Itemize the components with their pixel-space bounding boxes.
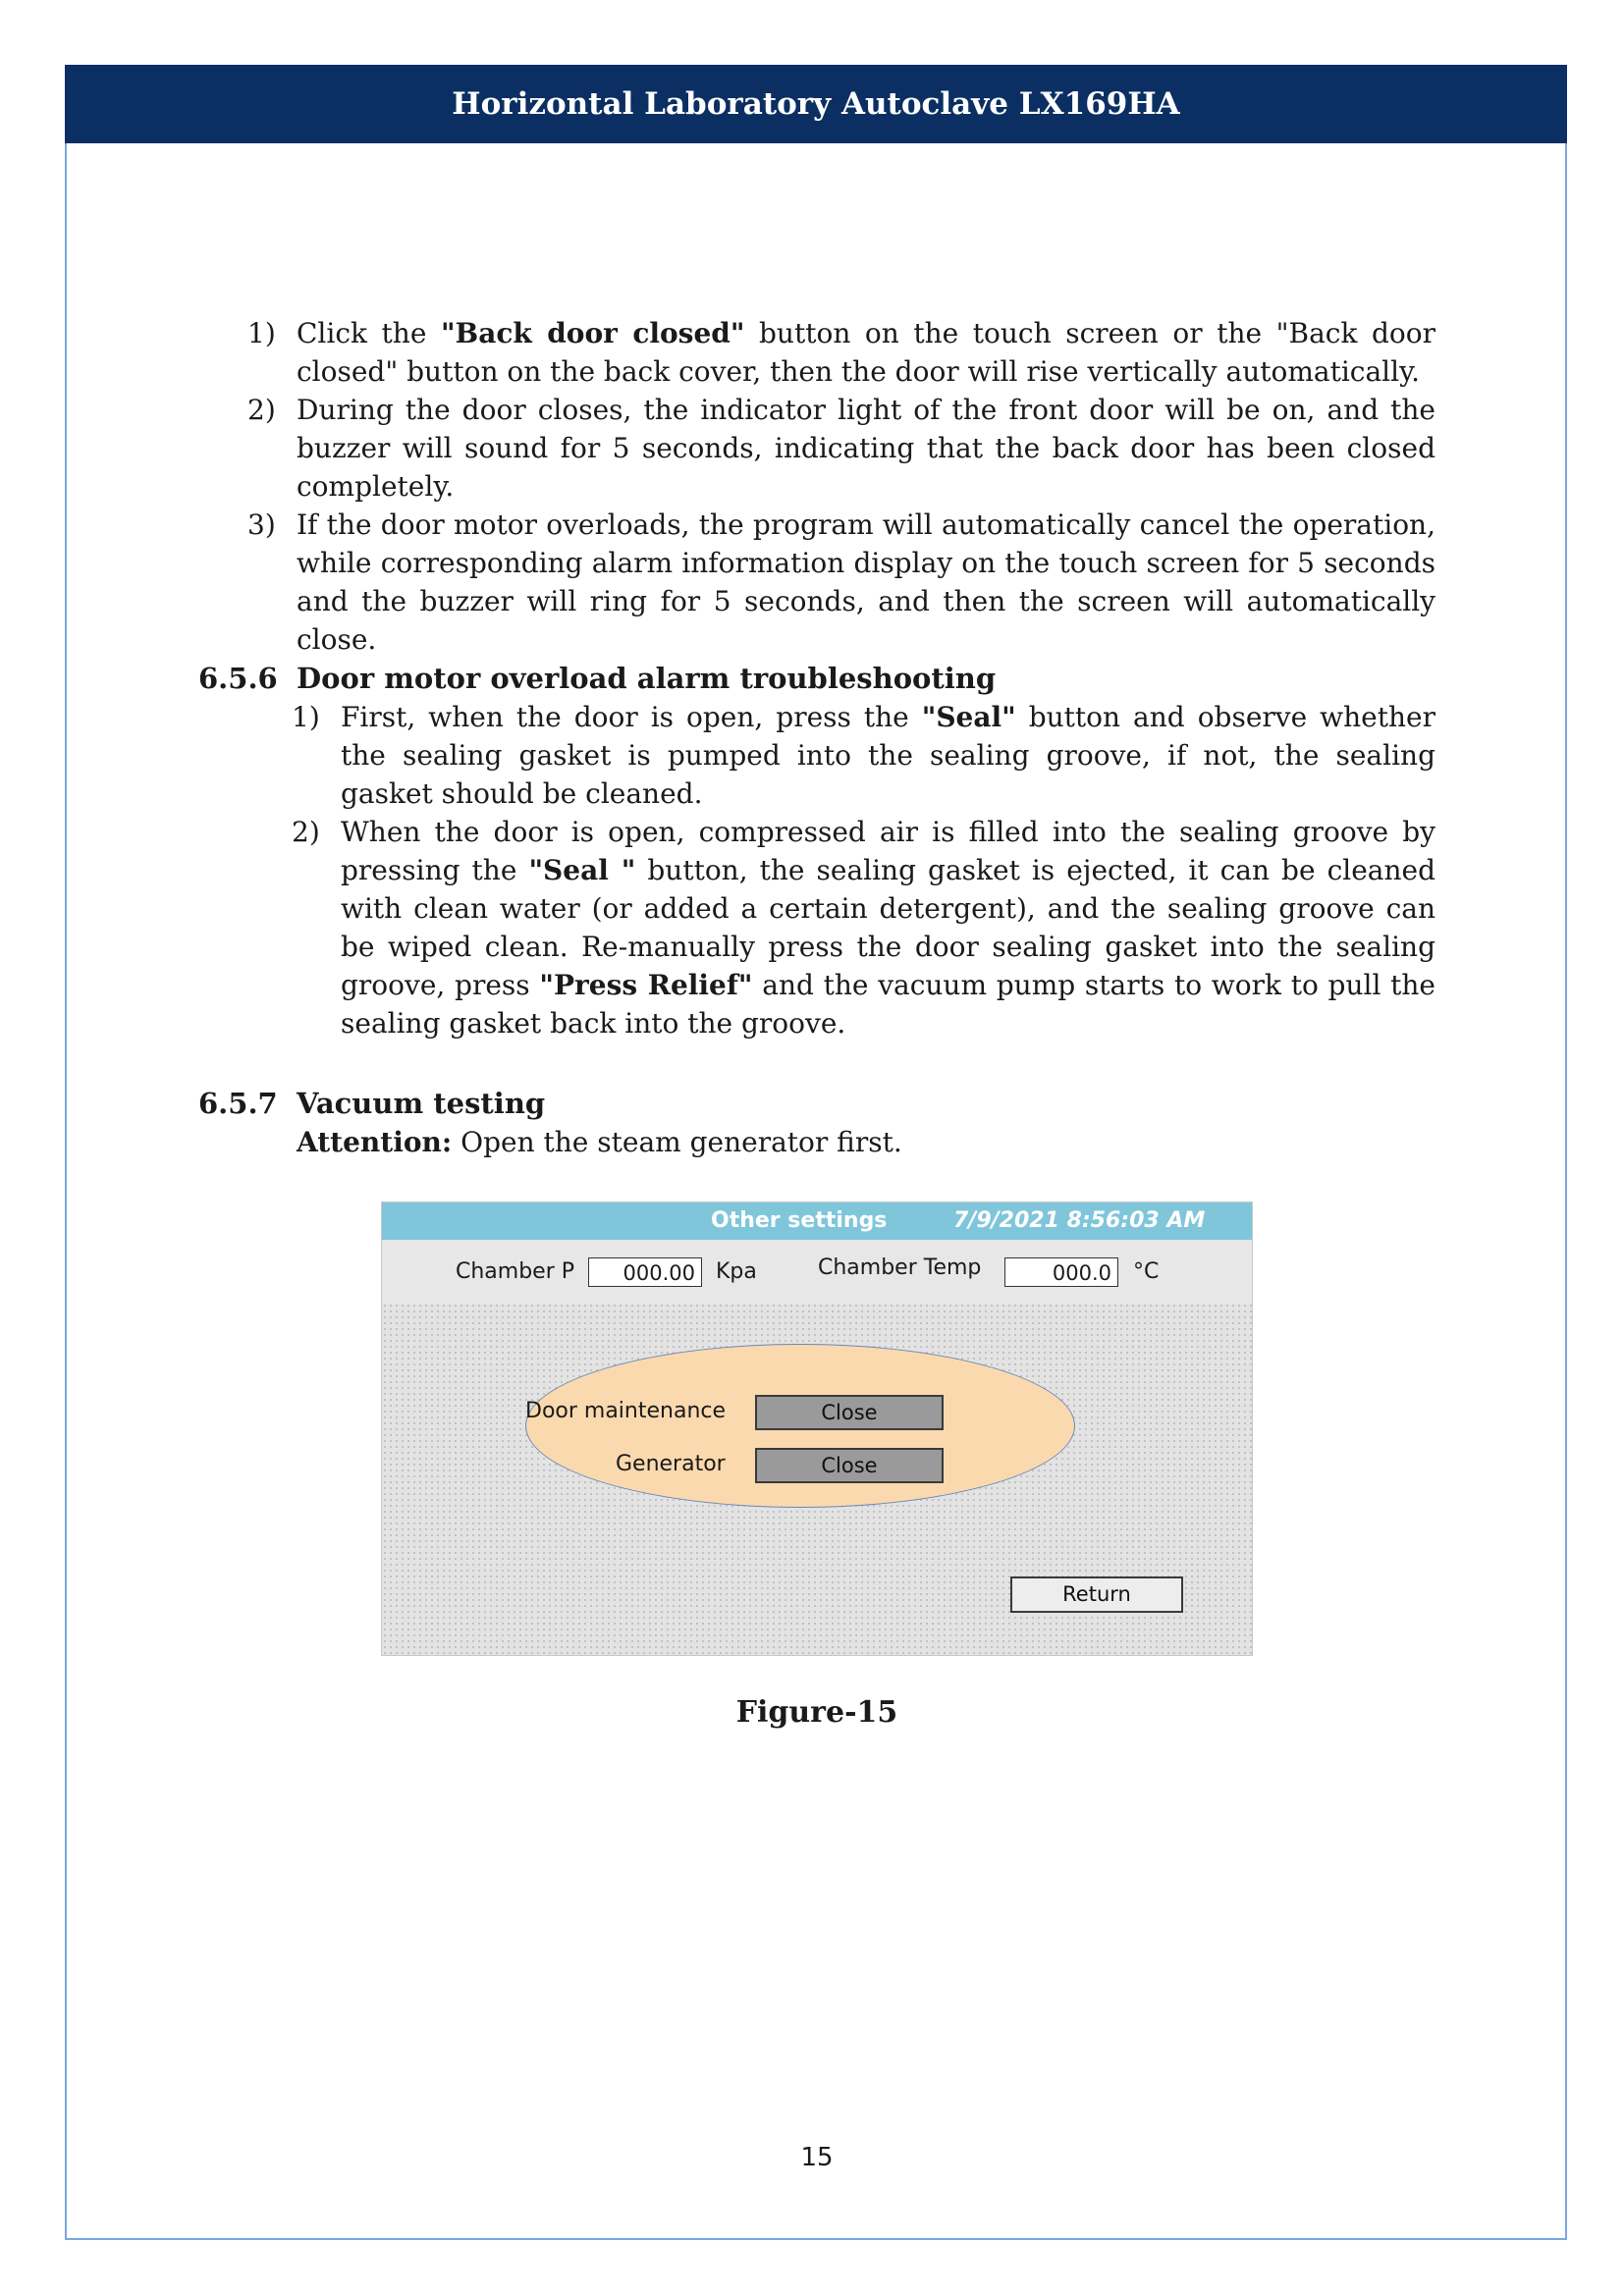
section-heading: Door motor overload alarm troubleshooting [297, 662, 997, 695]
door-maintenance-label: Door maintenance [525, 1399, 727, 1423]
figure-caption: Figure-15 [735, 1695, 898, 1730]
chamber-p-label: Chamber P [456, 1259, 575, 1284]
section-number: 6.5.6 [198, 662, 278, 695]
list-number: 1) [292, 701, 320, 733]
hmi-title-bar [382, 1202, 1252, 1240]
hmi-readout-row [382, 1240, 1252, 1305]
section-heading: Vacuum testing [297, 1087, 546, 1120]
list-item: When the door is open, compressed air is filled into the sealing groove by pressing the "Seal " button, the sealing gasket is ejected, it can be cleaned with clean water (or added a certain detergent), and the sealing groove can be wiped clean. Re-manually press the door sealing gasket into the sealing groove, press "Press Relief" and the vacuum pump starts to work to pull the sealing gasket back into the groove. [341, 816, 1436, 1040]
list-number: 2) [292, 816, 320, 848]
list-number: 1) [247, 317, 276, 349]
list-item: During the door closes, the indicator light of the front door will be on, and the buzzer will sound for 5 seconds, indicating that the back door has been closed completely. [297, 394, 1435, 503]
list-number: 3) [247, 508, 276, 541]
hmi-datetime: 7/9/2021 8:56:03 AM [953, 1208, 1206, 1233]
door-maintenance-button[interactable]: Close [755, 1395, 944, 1430]
generator-label: Generator [616, 1452, 726, 1476]
chamber-p-value: 000.00 [588, 1257, 702, 1287]
chamber-temp-label: Chamber Temp [818, 1255, 982, 1280]
list-number: 2) [247, 394, 276, 426]
return-button[interactable]: Return [1010, 1576, 1183, 1613]
chamber-p-unit: Kpa [716, 1259, 757, 1284]
list-item: First, when the door is open, press the "Seal" button and observe whether the sealing gasket is pumped into the sealing groove, if not, the sealing gasket should be cleaned. [341, 701, 1435, 810]
chamber-temp-unit: °C [1133, 1259, 1160, 1284]
generator-button[interactable]: Close [755, 1448, 944, 1483]
section-number: 6.5.7 [198, 1087, 278, 1120]
chamber-temp-value: 000.0 [1004, 1257, 1118, 1287]
hmi-screen [381, 1201, 1253, 1656]
page-number: 15 [800, 2143, 834, 2172]
list-item: If the door motor overloads, the program will automatically cancel the operation, while corresponding alarm information display on the touch screen for 5 seconds and the buzzer will ring for 5 seconds, and then the screen will automatically close. [297, 508, 1435, 656]
list-item: Click the "Back door closed" button on the touch screen or the "Back door closed" button on the back cover, then the door will rise vertically automatically. [297, 317, 1435, 388]
document-header: Horizontal Laboratory Autoclave LX169HA [65, 65, 1567, 143]
hmi-screen-title: Other settings [711, 1208, 888, 1233]
attention-note: Attention: Open the steam generator first. [297, 1126, 902, 1158]
